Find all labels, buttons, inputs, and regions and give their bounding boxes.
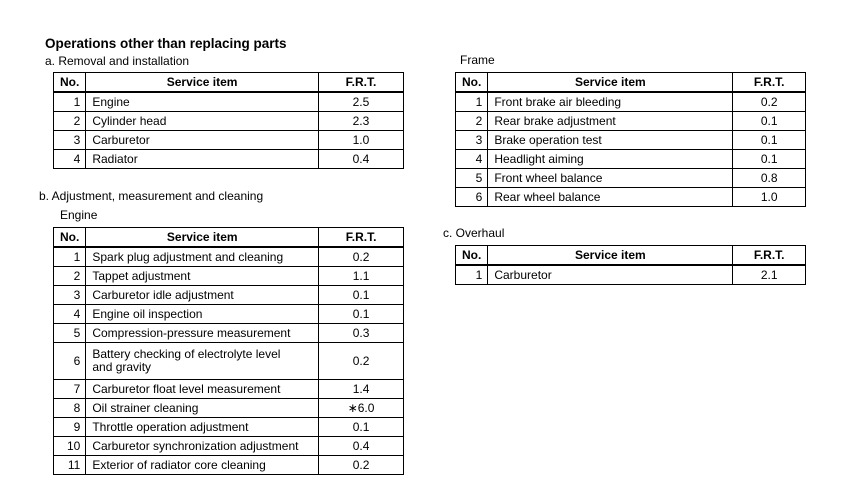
page-title: Operations other than replacing parts (45, 36, 287, 51)
header-no: No. (54, 73, 86, 93)
frt-value: 0.4 (318, 150, 403, 169)
row-number: 6 (54, 343, 86, 380)
table-row (54, 131, 404, 150)
header-no: No. (54, 228, 86, 248)
frt-value: 0.3 (319, 324, 404, 343)
header-service-item: Service item (86, 73, 319, 93)
frt-value: 0.2 (319, 456, 404, 475)
service-item-line: Battery checking of electrolyte level (92, 347, 281, 361)
header-no: No. (456, 73, 488, 93)
frt-value: 2.1 (733, 265, 806, 285)
table-row (54, 150, 404, 169)
header-frt: F.R.T. (318, 73, 403, 93)
table-row (54, 380, 404, 399)
row-number: 4 (456, 150, 488, 169)
row-number: 1 (456, 265, 488, 285)
table-row (456, 112, 806, 131)
table-row (456, 92, 806, 112)
table-row (456, 131, 806, 150)
table-row (456, 265, 806, 285)
header-frt: F.R.T. (733, 73, 806, 93)
row-number: 3 (54, 131, 86, 150)
row-number: 4 (54, 150, 86, 169)
frt-value: 0.1 (733, 112, 806, 131)
frt-value: ∗6.0 (319, 399, 404, 418)
frt-value: 0.1 (319, 418, 404, 437)
section-a-label: a. Removal and installation (45, 54, 190, 68)
frt-value: 1.0 (733, 188, 806, 207)
service-item: Tappet adjustment (86, 267, 319, 286)
frt-value: 0.2 (733, 92, 806, 112)
table-row (54, 247, 404, 267)
table-row (54, 92, 404, 112)
row-number: 5 (456, 169, 488, 188)
service-item: Rear wheel balance (488, 188, 733, 207)
frame-table (455, 72, 806, 207)
engine-table (53, 227, 404, 475)
service-item: Carburetor synchronization adjustment (86, 437, 319, 456)
table-row (54, 267, 404, 286)
row-number: 1 (54, 92, 86, 112)
service-item: Front brake air bleeding (488, 92, 733, 112)
row-number: 2 (54, 267, 86, 286)
row-number: 2 (54, 112, 86, 131)
service-item: Throttle operation adjustment (86, 418, 319, 437)
frt-value: 0.1 (733, 150, 806, 169)
table-row (54, 437, 404, 456)
table-row (54, 286, 404, 305)
frt-value: 0.1 (319, 286, 404, 305)
service-item: Front wheel balance (488, 169, 733, 188)
frt-value: 0.2 (319, 247, 404, 267)
header-no: No. (456, 246, 488, 266)
table-row (54, 399, 404, 418)
removal-table (53, 72, 404, 169)
header-frt: F.R.T. (733, 246, 806, 266)
service-item: Brake operation test (488, 131, 733, 150)
service-item: Carburetor idle adjustment (86, 286, 319, 305)
engine-sublabel: Engine (60, 208, 98, 222)
table-row (54, 112, 404, 131)
frt-value: 0.8 (733, 169, 806, 188)
service-item: Exterior of radiator core cleaning (86, 456, 319, 475)
table-row (54, 418, 404, 437)
service-item-line: and gravity (92, 360, 152, 374)
frt-value: 1.4 (319, 380, 404, 399)
service-item: Headlight aiming (488, 150, 733, 169)
row-number: 3 (456, 131, 488, 150)
row-number: 11 (54, 456, 86, 475)
header-service-item: Service item (488, 246, 733, 266)
row-number: 7 (54, 380, 86, 399)
service-item: Oil strainer cleaning (86, 399, 319, 418)
table-row (54, 324, 404, 343)
frt-value: 0.4 (319, 437, 404, 456)
service-item: Carburetor (488, 265, 733, 285)
frt-value: 0.1 (733, 131, 806, 150)
row-number: 6 (456, 188, 488, 207)
header-service-item: Service item (488, 73, 733, 93)
frt-value: 1.1 (319, 267, 404, 286)
table-row (54, 305, 404, 324)
table-row (456, 169, 806, 188)
table-row (54, 456, 404, 475)
service-item: Rear brake adjustment (488, 112, 733, 131)
row-number: 1 (456, 92, 488, 112)
row-number: 3 (54, 286, 86, 305)
row-number: 5 (54, 324, 86, 343)
service-item: Engine oil inspection (86, 305, 319, 324)
row-number: 8 (54, 399, 86, 418)
row-number: 4 (54, 305, 86, 324)
service-item: Compression-pressure measurement (86, 324, 319, 343)
row-number: 1 (54, 247, 86, 267)
row-number: 10 (54, 437, 86, 456)
table-row (54, 343, 404, 380)
service-item: Engine (86, 92, 319, 112)
service-item: Carburetor float level measurement (86, 380, 319, 399)
row-number: 9 (54, 418, 86, 437)
service-item: Carburetor (86, 131, 319, 150)
frt-value: 2.3 (318, 112, 403, 131)
frt-value: 0.1 (319, 305, 404, 324)
frt-value: 2.5 (318, 92, 403, 112)
row-number: 2 (456, 112, 488, 131)
frame-label: Frame (460, 53, 495, 67)
table-row (456, 150, 806, 169)
service-item: Radiator (86, 150, 319, 169)
section-c-label: c. Overhaul (443, 226, 505, 240)
table-row (456, 188, 806, 207)
service-item: Spark plug adjustment and cleaning (86, 247, 319, 267)
service-item (86, 343, 319, 380)
section-b-label: b. Adjustment, measurement and cleaning (39, 189, 264, 203)
frt-value: 1.0 (318, 131, 403, 150)
header-frt: F.R.T. (319, 228, 404, 248)
frt-value: 0.2 (319, 343, 404, 380)
header-service-item: Service item (86, 228, 319, 248)
overhaul-table (455, 245, 806, 285)
service-item: Cylinder head (86, 112, 319, 131)
